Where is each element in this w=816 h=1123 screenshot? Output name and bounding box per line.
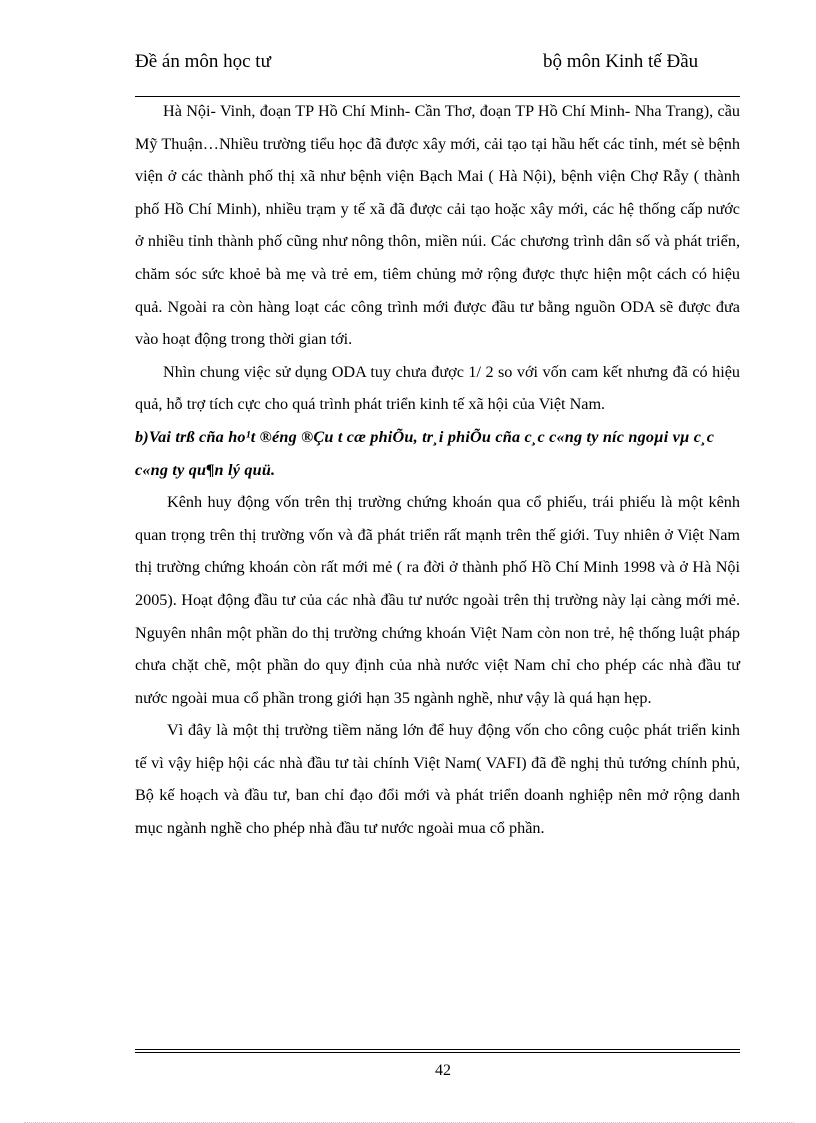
footer-divider-top	[135, 1049, 740, 1050]
paragraph-oda-summary: Nhìn chung việc sử dụng ODA tuy chưa được 1/ 2 so với vốn cam kết nhưng đã có hiệu quả, hỗ trợ tích cực cho quá trình phát triển kinh tế xã hội của Việt Nam.	[135, 362, 740, 414]
paragraph-vafi-proposal: Vì đây là một thị trường tiềm năng lớn để huy động vốn cho công cuộc phát triển kinh tế vì vậy hiệp hội các nhà đầu tư tài chính Việt Nam( VAFI) đã đề nghị thủ tướng chính phủ, Bộ kế hoạch và đầu tư, ban chỉ đạo đổi mới và phát triển doanh nghiệp nên mở rộng danh mục ngành nghề cho phép nhà đầu tư nước ngoài mua cổ phần.	[135, 721, 740, 838]
header-department: bộ môn Kinh tế Đầu	[543, 51, 699, 72]
section-heading: b)Vai trß cña ho¹t ®éng ®Çu t cæ phiÕu, tr¸i phiÕu cña c¸c c«ng ty níc ngoµi vµ c¸c c«ng ty qu¶n lý quü.	[135, 427, 715, 479]
footer-divider-bottom	[135, 1052, 740, 1053]
header-course-title: Đề án môn học tư	[135, 51, 271, 72]
page-number: 42	[435, 1062, 451, 1079]
paragraph-stock-market: Kênh huy động vốn trên thị trường chứng khoán qua cổ phiếu, trái phiếu là một kênh quan trọng trên thị trường vốn và đã phát triển rất mạnh trên thế giới. Tuy nhiên ở Việt Nam thị trường chứng khoán còn rất mới mẻ ( ra đời ở thành phố Hồ Chí Minh 1998 và ở Hà Nội 2005). Hoạt động đầu tư của các nhà đầu tư nước ngoài trên thị trường này lại càng mới mẻ. Nguyên nhân một phần do thị trường chứng khoán Việt Nam còn non trẻ, hệ thống luật pháp chưa chặt chẽ, một phần do quy định của nhà nước việt Nam chỉ cho phép các nhà đầu tư nước ngoài mua cổ phần trong giới hạn 35 ngành nghề, như vậy là quá hạn hẹp.	[135, 493, 740, 707]
main-body	[135, 95, 740, 845]
paragraph-oda-projects: Hà Nội- Vinh, đoạn TP Hồ Chí Minh- Cần Thơ, đoạn TP Hồ Chí Minh- Nha Trang), cầu Mỹ Thuận…Nhiều trường tiểu học đã được xây mới, cải tạo tại hầu hết các tỉnh, mét sè bệnh viện ở các thành phố thị xã như bệnh viện Bạch Mai ( Hà Nội), bệnh viện Chợ Rẫy ( thành phố Hồ Chí Minh), nhiều trạm y tế xã đã được cải tạo hoặc xây mới, các hệ thống cấp nước ở nhiều tỉnh thành phố cũng như nông thôn, miền núi. Các chương trình dân số và phát triển, chăm sóc sức khoẻ bà mẹ và trẻ em, tiêm chủng mở rộng được thực hiện một cách có hiệu quả. Ngoài ra còn hàng loạt các công trình mới được đầu tư bằng nguồn ODA sẽ được đưa vào hoạt động trong thời gian tới.	[135, 102, 740, 349]
